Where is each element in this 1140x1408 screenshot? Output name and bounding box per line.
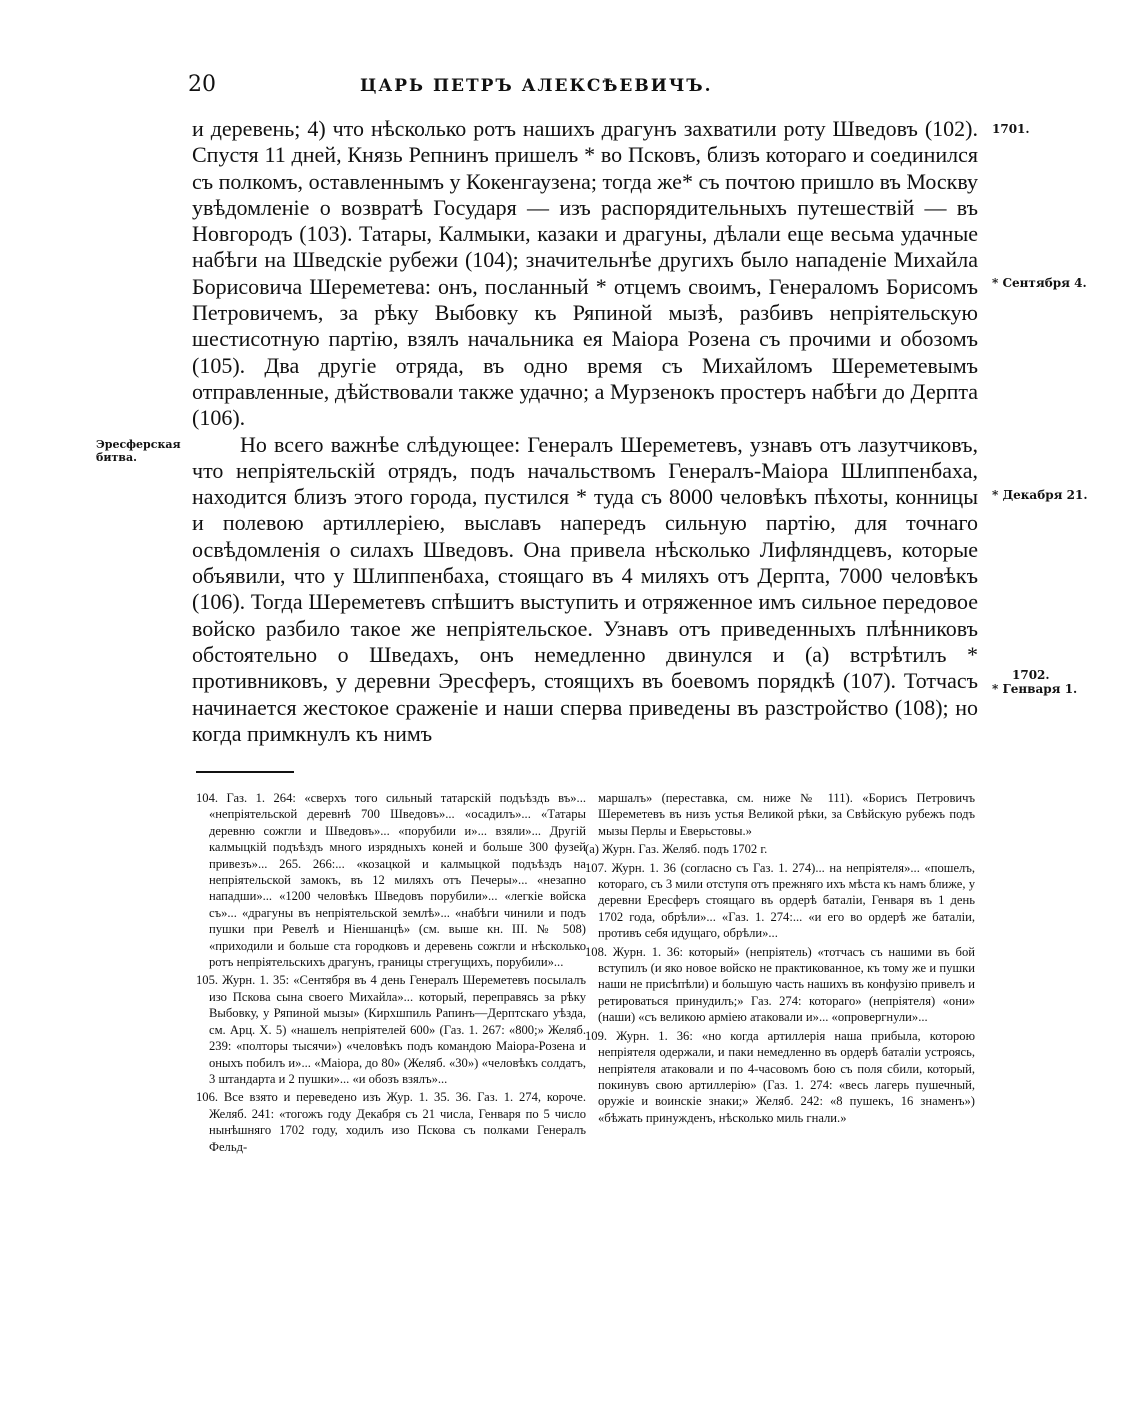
footnote-109: 109. Журн. 1. 36: «но когда артиллерія наша прибыла, которою непріятеля одержали, и паки немедленно въ ордерѣ баталіи устроясь, непріятеля атаковали и по 4-часовомъ бою съ поля сбили, который, покинувъ свою артиллерію» (Газ. 1. 274: «весь лагерь пушечный, оружіе и воинскіе знаки;» Желяб. 242: «8 пушекъ, 16 знаменъ») «бѣжать принужденъ, нѣсколько миль гнали.» [585, 1028, 975, 1125]
main-text [192, 116, 978, 747]
margin-note-year-1701: 1701. [992, 122, 1030, 136]
footnotes-left-column [196, 790, 586, 1157]
footnote-a: (а) Журн. Газ. Желяб. подъ 1702 г. [585, 842, 768, 857]
paragraph-2: Но всего важнѣе слѣдующее: Генералъ Шереметевъ, узнавъ отъ лазутчиковъ, что непріятельскій отрядъ, подъ начальствомъ Генералъ-Маіора Шлиппенбаха, находится близъ этого города, пустился * туда съ 8000 человѣкъ пѣхоты, конницы и полевою артиллеріею, выславъ напередъ сильную партію, для точнаго освѣдомленія о силахъ Шведовъ. Она привела нѣсколько Лифляндцевъ, которые объявили, что у Шлиппенбаха, стоящаго въ 4 миляхъ отъ Дерпта, 7000 человѣкъ (106). Тогда Шереметевъ спѣшитъ выступить и отряженное имъ сильное передовое войско разбило такое же непріятельское. Узнавъ отъ приведенныхъ плѣнниковъ обстоятельно о Шведахъ, онъ немедленно двинулся и (а) встрѣтилъ * противниковъ, у деревни Эресферъ, стоящихъ въ боевомъ порядкѣ (107). Тотчасъ начинается жестокое сраженіе и наши сперва приведены въ разстройство (108); но когда примкнулъ къ нимъ [192, 431, 978, 746]
footnote-105: 105. Журн. 1. 35: «Сентября въ 4 день Генералъ Шереметевъ посылалъ изо Пскова сына своего Михайла»... который, переправясь за рѣку Выбовку, у Ряпиной мызы» (Кирхшпиль Рапинъ—Дерптскаго уѣзда, см. Арц. X. 5) «нашелъ непріятелей 600» (Газ. 1. 267: «800;» Желяб. 239: «полторы тысячи») «человѣкъ подъ командою Маіора-Розена и оныхъ побилъ и»... «Маіора, до 80» (Желяб. «30») «человѣкъ солдатъ, 3 штандарта и 2 пушки»... «и обозъ взялъ»... [196, 973, 586, 1086]
running-title: ЦАРЬ ПЕТРЪ АЛЕКСѢЕВИЧЪ. [360, 76, 713, 96]
footnote-106-continued: маршалъ» (переставка, см. ниже № 111). «Борисъ Петровичъ Шереметевъ въ низъ устья Великой рѣки, за Свѣйскую рубежъ подъ мызы Перлы и Еверьстовы.» [598, 791, 975, 838]
margin-note-september: * Сентября 4. [992, 276, 1087, 290]
margin-note-battle: Эресферская битва. [96, 438, 181, 464]
footnote-106: 106. Все взято и переведено изъ Жур. 1. 35. 36. Газ. 1. 274, короче. Желяб. 241: «тогожъ году Декабря съ 21 числа, Генваря по 5 число нынѣшняго 1702 году, ходилъ изо Пскова съ полками Генералъ Фельд- [196, 1090, 586, 1154]
footnote-rule [196, 771, 294, 773]
margin-note-december: * Декабря 21. [992, 488, 1088, 502]
page-number: 20 [188, 72, 216, 97]
footnotes-right-column [585, 790, 975, 1128]
footnote-104: 104. Газ. 1. 264: «сверхъ того сильный татарскій подъѣздъ въ»... «непріятельской деревнѣ 700 Шведовъ»... «осадилъ»... «Татары деревню сожгли и Шведовъ»... «порубили и»... взяли»... Другій калмыцкій подъѣздъ много изрядныхъ коней и больше 300 фузей привезъ»... 265. 266:... «козацкой и калмыцкой подъѣздъ на непріятельской замокъ, въ 12 миляхъ отъ Печеры»... «незапно нападши»... «1200 человѣкъ Шведовъ порубили»... «легкіе войска съ»... «драгуны въ непріятельской землѣ»... «набѣги чинили и подъ пушки при Ревелѣ и Ніеншанцѣ» (см. выше кн. III. № 508) «приходили и больше ста городковъ и деревень сожгли и нѣсколько ротъ непріятельскихъ драгунъ, границы стрегущихъ, порубили»... [196, 791, 586, 970]
margin-note-year-1702: 1702. [1012, 668, 1050, 682]
paragraph-1: и деревень; 4) что нѣсколько ротъ нашихъ драгунъ захватили роту Шведовъ (102). Спустя 11 дней, Князь Репнинъ пришелъ * во Псковъ, близъ котораго и соединился съ полкомъ, оставленнымъ у Кокенгаузена; тогда же* съ почтою пришло въ Москву увѣдомленіе о возвратѣ Государя — изъ распорядительныхъ путешествій — въ Новгородъ (103). Татары, Калмыки, казаки и драгуны, дѣлали еще весьма удачные набѣги на Шведскіе рубежи (104); значительнѣе другихъ было нападеніе Михайла Борисовича Шереметева: онъ, посланный * отцемъ своимъ, Генераломъ Борисомъ Петровичемъ, за рѣку Выбовку къ Ряпиной мызѣ, разбивъ непріятельскую шестисотную партію, взялъ начальника ея Маіора Розена съ прочими и обозомъ (105). Два другіе отряда, въ одно время съ Михайломъ Шереметевымъ отправленные, дѣйствовали также удачно; а Мурзенокъ простеръ набѣги до Дерпта (106). [192, 116, 978, 431]
margin-note-january: * Генваря 1. [992, 682, 1078, 696]
footnote-108: 108. Журн. 1. 36: который» (непріятель) «тотчасъ съ нашими въ бой вступилъ (и яко новое войско не практикованное, къ тому же и пушки наши не присѣпѣли) и большую часть нашихъ въ конфузію привелъ и ретироваться принудилъ;» Газ. 274: котораго» (непріятеля) «они» (наши) «съ великою арміею атаковали и»... «опровергнули»... [585, 944, 975, 1025]
footnote-107: 107. Журн. 1. 36 (согласно съ Газ. 1. 274)... на непріятеля»... «пошелъ, котораго, съ 3 мили отступя отъ прежняго ихъ мѣста къ намъ ближе, у деревни Ересферъ стоящаго въ ордерѣ баталіи, Генваря въ 1 день 1702 года, обрѣли»... «Газ. 1. 274:... «и его во ордерѣ же баталіи, противъ себя идущаго, обрѣли»... [585, 860, 975, 941]
